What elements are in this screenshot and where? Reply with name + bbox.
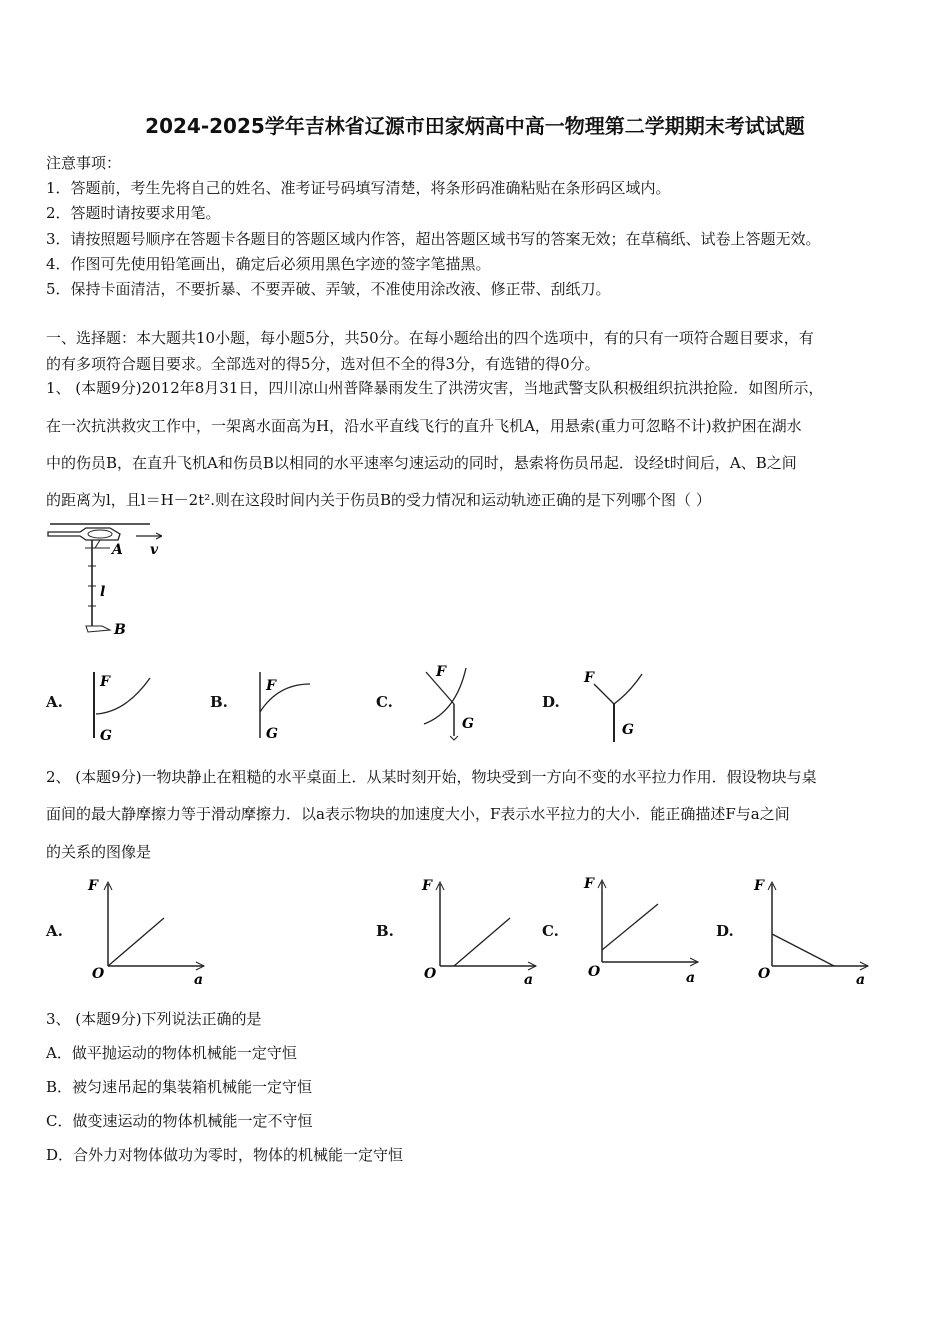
axis-f-label: F (754, 878, 764, 894)
question-2-text: 的关系的图像是 (46, 843, 152, 861)
question-2-text: 面间的最大静摩擦力等于滑动摩擦力．以a表示物块的加速度大小，F表示水平拉力的大小．能正确描述F与a之间 (46, 805, 790, 823)
force-f-label: F (266, 678, 276, 694)
q2-option-c-label[interactable]: C. (542, 922, 559, 940)
q2-option-d-label[interactable]: D. (716, 922, 734, 940)
force-g-label: G (622, 722, 634, 738)
q1-option-b-graph[interactable] (252, 668, 322, 743)
force-g-label: G (266, 726, 278, 742)
q1-option-d-graph[interactable] (580, 666, 655, 744)
force-f-label: F (584, 670, 594, 686)
axis-a-label: a (524, 972, 534, 988)
question-1-text: 的距离为l，且l＝H－2t².则在这段时间内关于伤员B的受力情况和运动轨迹正确的是下列哪个图（ ） (46, 491, 711, 509)
figure-label-l: l (100, 584, 106, 600)
q2-option-a-label[interactable]: A. (46, 922, 63, 940)
axis-a-label: a (194, 972, 204, 988)
figure-label-a: A (112, 542, 123, 558)
q1-option-c-label[interactable]: C. (376, 693, 393, 711)
axis-a-label: a (686, 970, 696, 986)
notice-item: 1．答题前，考生先将自己的姓名、准考证号码填写清楚，将条形码准确粘贴在条形码区域内。 (46, 179, 671, 197)
origin-label: O (588, 964, 601, 980)
notice-item: 5．保持卡面清洁，不要折暴、不要弄破、弄皱，不准使用涂改液、修正带、刮纸刀。 (46, 280, 611, 298)
force-g-label: G (100, 728, 112, 744)
question-3-text: 3、 (本题9分)下列说法正确的是 (46, 1010, 262, 1028)
q2-option-d-graph[interactable] (754, 876, 879, 986)
origin-label: O (424, 966, 437, 982)
q2-option-b-graph[interactable] (420, 876, 545, 986)
section-instructions: 一、选择题：本大题共10小题，每小题5分，共50分。在每小题给出的四个选项中，有的只有一项符合题目要求，有 (46, 329, 814, 347)
q1-option-c-graph[interactable] (416, 662, 486, 742)
q3-option-a[interactable]: A．做平抛运动的物体机械能一定守恒 (46, 1044, 297, 1062)
figure-label-b: B (114, 622, 126, 638)
q3-option-d[interactable]: D．合外力对物体做功为零时，物体的机械能一定守恒 (46, 1146, 404, 1164)
origin-label: O (758, 966, 771, 982)
axis-f-label: F (584, 876, 594, 892)
helicopter-figure (40, 518, 170, 643)
axis-f-label: F (422, 878, 432, 894)
notice-item: 4．作图可先使用铅笔画出，确定后必须用黑色字迹的签字笔描黑。 (46, 255, 491, 273)
q1-option-a-graph[interactable] (86, 668, 156, 743)
question-1-text: 在一次抗洪救灾工作中，一架离水面高为H，沿水平直线飞行的直升飞机A，用悬索(重力可忽略不计)救护困在湖水 (46, 417, 802, 435)
q3-option-c[interactable]: C．做变速运动的物体机械能一定不守恒 (46, 1112, 313, 1130)
q3-option-b[interactable]: B．被匀速吊起的集装箱机械能一定守恒 (46, 1078, 313, 1096)
force-f-label: F (100, 674, 110, 690)
notice-heading: 注意事项： (46, 154, 122, 172)
q1-option-a-label[interactable]: A. (46, 693, 63, 711)
section-instructions: 的有多项符合题目要求。全部选对的得5分，选对但不全的得3分，有选错的得0分。 (46, 355, 600, 373)
figure-label-v: v (150, 542, 159, 558)
notice-item: 2．答题时请按要求用笔。 (46, 204, 221, 222)
q2-option-b-label[interactable]: B. (376, 922, 394, 940)
question-1-text: 1、 (本题9分)2012年8月31日，四川凉山州普降暴雨发生了洪涝灾害，当地武警支队积极组织抗洪抢险．如图所示， (46, 379, 824, 397)
page-title: 2024-2025学年吉林省辽源市田家炳高中高一物理第二学期期末考试试题 (145, 114, 805, 138)
force-g-label: G (462, 716, 474, 732)
force-f-label: F (436, 664, 446, 680)
q2-option-c-graph[interactable] (582, 874, 707, 984)
q1-option-b-label[interactable]: B. (210, 693, 228, 711)
notice-item: 3．请按照题号顺序在答题卡各题目的答题区域内作答，超出答题区域书写的答案无效；在草稿纸、试卷上答题无效。 (46, 230, 821, 248)
question-2-text: 2、 (本题9分)一物块静止在粗糙的水平桌面上．从某时刻开始，物块受到一方向不变的水平拉力作用．假设物块与桌 (46, 768, 817, 786)
axis-f-label: F (88, 878, 98, 894)
q1-option-d-label[interactable]: D. (542, 693, 560, 711)
origin-label: O (92, 966, 105, 982)
question-1-text: 中的伤员B，在直升飞机A和伤员B以相同的水平速率匀速运动的同时，悬索将伤员吊起．设经t时间后，A、B之间 (46, 454, 797, 472)
axis-a-label: a (856, 972, 866, 988)
q2-option-a-graph[interactable] (86, 876, 211, 986)
